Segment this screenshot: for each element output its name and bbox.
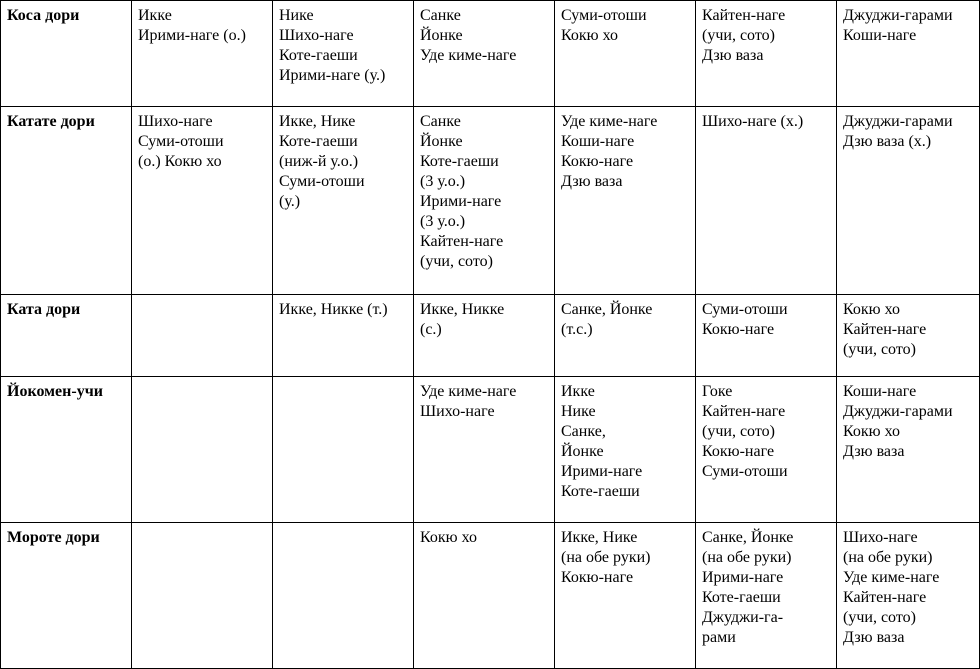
table-row: [1, 107, 980, 295]
cell-line: Джуджи-гарами: [843, 113, 953, 130]
cell-line: Дзю ваза: [561, 173, 623, 190]
row-header: [1, 523, 132, 669]
cell-line: Дзю ваза: [843, 443, 905, 460]
table-cell: [414, 1, 555, 107]
cell-line: Кокю хо: [843, 301, 900, 318]
row-header: [1, 377, 132, 523]
cell-line: Кокю-наге: [561, 153, 634, 170]
table-cell: [273, 1, 414, 107]
cell-line: Икке: [138, 7, 172, 24]
row-header-label: Йокомен-учи: [7, 383, 103, 400]
cell-line: Джуджи-га-: [702, 609, 784, 626]
table-cell: [132, 377, 273, 523]
table-cell: [555, 295, 696, 377]
cell-line: (учи, сото): [843, 341, 916, 358]
cell-line: Дзю ваза: [843, 629, 905, 646]
table-cell: [696, 107, 837, 295]
cell-line: Кокю-наге: [702, 443, 775, 460]
cell-line: Кокю хо: [420, 529, 477, 546]
table-cell: [696, 523, 837, 669]
cell-line: Кокю-наге: [702, 321, 775, 338]
table-cell: [273, 523, 414, 669]
cell-line: (учи, сото): [702, 27, 775, 44]
cell-line: (на обе руки): [702, 549, 792, 566]
cell-line: рами: [702, 629, 736, 646]
cell-line: (о.) Кокю хо: [138, 153, 222, 170]
cell-line: (3 у.о.): [420, 213, 466, 230]
row-header-label: Мороте дори: [7, 529, 100, 546]
cell-line: (у.): [279, 193, 301, 210]
cell-line: Икке, Никке (т.): [279, 301, 388, 318]
cell-line: Кокю хо: [843, 423, 900, 440]
table-cell: [837, 377, 980, 523]
cell-line: Суми-отоши: [138, 133, 224, 150]
cell-line: Шихо-наге (х.): [702, 113, 804, 130]
cell-line: Суми-отоши: [279, 173, 365, 190]
cell-line: Коте-гаеши: [279, 133, 358, 150]
row-header: [1, 295, 132, 377]
cell-line: Санке: [420, 7, 461, 24]
cell-line: (учи, сото): [702, 423, 775, 440]
row-header-label: Ката дори: [7, 301, 81, 318]
table-cell: [837, 523, 980, 669]
cell-line: Ирими-наге: [561, 463, 643, 480]
cell-line: (3 у.о.): [420, 173, 466, 190]
cell-line: Ирими-наге: [420, 193, 502, 210]
cell-line: Икке: [561, 383, 595, 400]
cell-line: Икке, Нике: [561, 529, 638, 546]
cell-line: Гоке: [702, 383, 733, 400]
cell-line: Икке, Никке: [420, 301, 505, 318]
table-row: [1, 1, 980, 107]
cell-line: Санке, Йонке: [561, 301, 653, 318]
table-cell: [837, 107, 980, 295]
table-cell: [555, 107, 696, 295]
row-header: [1, 1, 132, 107]
table-row: [1, 377, 980, 523]
cell-line: Коте-гаеши: [702, 589, 781, 606]
table-cell: [837, 295, 980, 377]
table-cell: [273, 107, 414, 295]
table-cell: [696, 1, 837, 107]
cell-line: Кайтен-наге: [843, 321, 927, 338]
cell-line: Джуджи-гарами: [843, 7, 953, 24]
cell-line: Икке, Нике: [279, 113, 356, 130]
cell-line: Дзю ваза (х.): [843, 133, 932, 150]
table-cell: [273, 377, 414, 523]
table-cell: [132, 295, 273, 377]
table-row: [1, 523, 980, 669]
cell-line: (учи, сото): [420, 253, 493, 270]
cell-line: Нике: [279, 7, 314, 24]
cell-line: Коши-наге: [561, 133, 635, 150]
cell-line: Шихо-наге: [138, 113, 213, 130]
cell-line: Кайтен-наге: [702, 403, 786, 420]
cell-line: Дзю ваза: [702, 47, 764, 64]
cell-line: Суми-отоши: [702, 301, 788, 318]
cell-line: Кайтен-наге: [420, 233, 504, 250]
table-row: [1, 295, 980, 377]
cell-line: Коте-гаеши: [420, 153, 499, 170]
table-cell: [414, 295, 555, 377]
cell-line: Йонке: [561, 443, 604, 460]
cell-line: Ирими-наге (у.): [279, 67, 386, 84]
cell-line: Кокю хо: [561, 27, 618, 44]
cell-line: (т.с.): [561, 321, 593, 338]
cell-line: Шихо-наге: [843, 529, 918, 546]
cell-line: (ниж-й у.о.): [279, 153, 359, 170]
table-cell: [132, 523, 273, 669]
cell-line: Суми-отоши: [561, 7, 647, 24]
cell-line: Уде киме-наге: [420, 383, 517, 400]
cell-line: Санке, Йонке: [702, 529, 794, 546]
cell-line: Шихо-наге: [420, 403, 495, 420]
cell-line: Коте-гаеши: [561, 483, 640, 500]
cell-line: Уде киме-наге: [420, 47, 517, 64]
row-header-label: Коса дори: [7, 7, 80, 24]
table-cell: [132, 107, 273, 295]
cell-line: Йонке: [420, 133, 463, 150]
table-cell: [414, 523, 555, 669]
table-cell: [555, 523, 696, 669]
table-cell: [696, 377, 837, 523]
cell-line: (с.): [420, 321, 442, 338]
cell-line: Ирими-наге: [702, 569, 784, 586]
table-cell: [273, 295, 414, 377]
cell-line: Коши-наге: [843, 383, 917, 400]
cell-line: Нике: [561, 403, 596, 420]
table-cell: [414, 377, 555, 523]
cell-line: Кайтен-наге: [843, 589, 927, 606]
cell-line: Шихо-наге: [279, 27, 354, 44]
cell-line: Суми-отоши: [702, 463, 788, 480]
row-header: [1, 107, 132, 295]
cell-line: Кайтен-наге: [702, 7, 786, 24]
cell-line: (учи, сото): [843, 609, 916, 626]
cell-line: Коши-наге: [843, 27, 917, 44]
table-cell: [837, 1, 980, 107]
cell-line: Кокю-наге: [561, 569, 634, 586]
cell-line: Санке,: [561, 423, 606, 440]
table-cell: [696, 295, 837, 377]
cell-line: Джуджи-гарами: [843, 403, 953, 420]
row-header-label: Катате дори: [7, 113, 95, 130]
cell-line: Уде киме-наге: [561, 113, 658, 130]
cell-line: Уде киме-наге: [843, 569, 940, 586]
cell-line: (на обе руки): [843, 549, 933, 566]
table-cell: [555, 1, 696, 107]
table-cell: [555, 377, 696, 523]
cell-line: Ирими-наге (о.): [138, 27, 246, 44]
cell-line: Коте-гаеши: [279, 47, 358, 64]
cell-line: Йонке: [420, 27, 463, 44]
table-cell: [132, 1, 273, 107]
table-cell: [414, 107, 555, 295]
cell-line: (на обе руки): [561, 549, 651, 566]
cell-line: Санке: [420, 113, 461, 130]
